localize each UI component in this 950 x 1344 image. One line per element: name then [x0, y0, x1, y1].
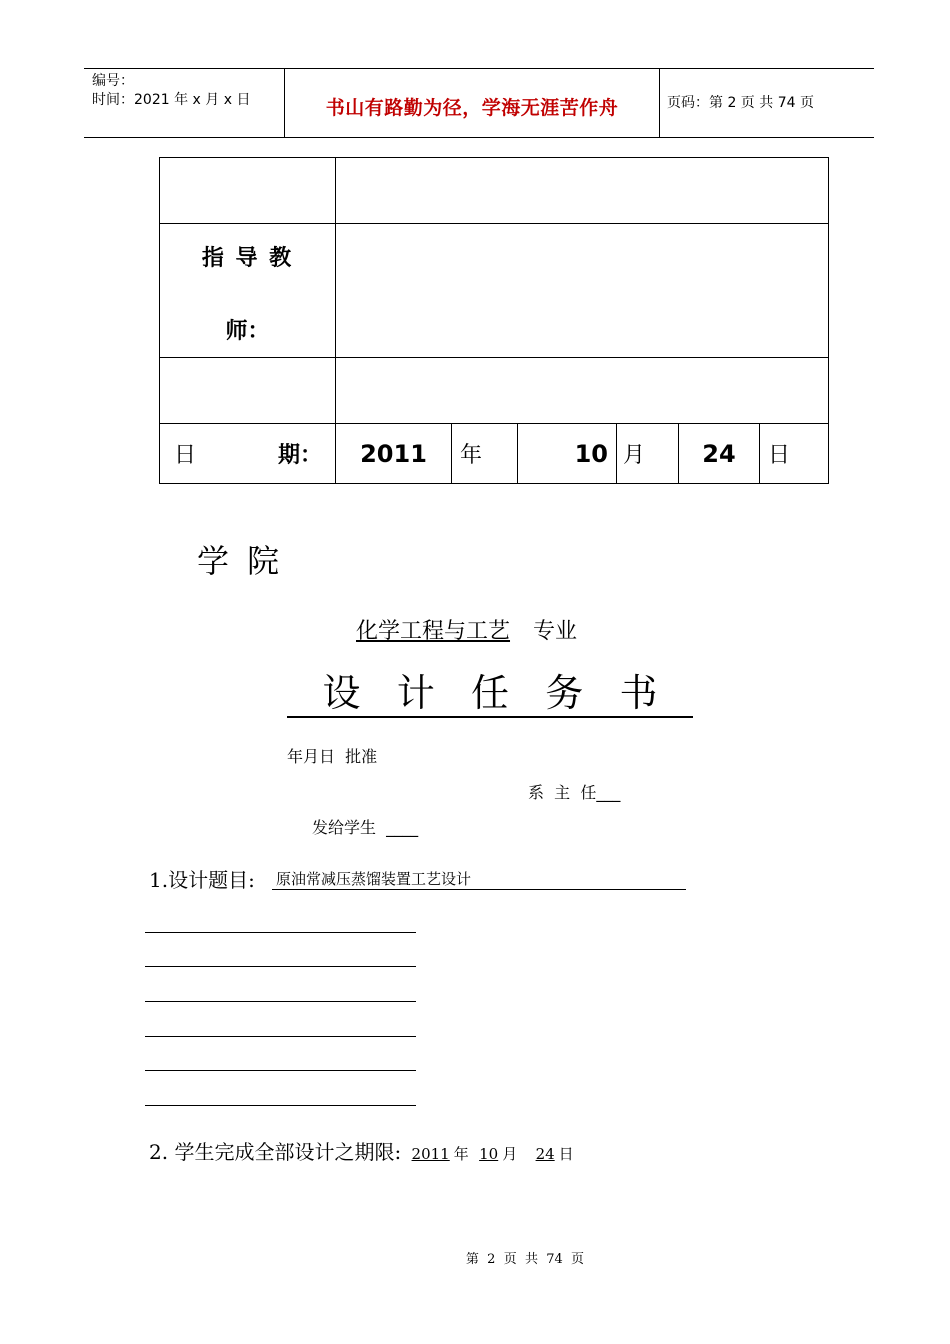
blank-line — [145, 1036, 416, 1037]
year-unit: 年 — [460, 443, 483, 468]
year-value: 2011 — [360, 439, 427, 468]
month-value: 10 — [574, 439, 608, 468]
item2-line — [149, 1136, 574, 1165]
issued-to-line: 发给学生 ____ — [312, 818, 419, 837]
item2-month-unit: 月 — [502, 1145, 518, 1163]
item2-year: 2011 — [411, 1145, 450, 1163]
table-row — [160, 224, 829, 358]
day-value: 24 — [702, 439, 736, 468]
item2-label: 2. 学生完成全部设计之期限: — [149, 1140, 402, 1164]
table-cell — [336, 358, 829, 424]
item2-month: 10 — [479, 1145, 499, 1163]
advisor-value-cell — [336, 224, 829, 358]
blank-line — [145, 932, 416, 933]
table-row — [160, 158, 829, 224]
item1-label: 1.设计题目: — [149, 868, 255, 892]
college-label: 学 院 — [197, 542, 284, 580]
blank-line — [145, 1001, 416, 1002]
blank-line — [145, 1105, 416, 1106]
major-name: 化学工程与工艺 — [356, 619, 511, 644]
day-unit: 日 — [768, 443, 791, 468]
table-cell — [160, 158, 336, 224]
header-right — [659, 69, 874, 137]
date-label-cell — [160, 424, 336, 484]
day-cell — [679, 424, 760, 484]
month-unit-cell — [617, 424, 679, 484]
day-unit-cell — [760, 424, 829, 484]
dept-head-line: 系 主 任___ — [528, 783, 621, 802]
item2-day-unit: 日 — [558, 1145, 574, 1163]
time-label: 时间：2021 年 x 月 x 日 — [92, 92, 251, 108]
number-label: 编号： — [92, 73, 134, 89]
page-header — [84, 68, 874, 138]
blank-line — [145, 966, 416, 967]
doc-title: 设 计 任 务 书 — [322, 671, 658, 715]
table-cell — [160, 358, 336, 424]
item2-year-unit: 年 — [453, 1145, 469, 1163]
date-label-right: 期： — [278, 443, 323, 468]
info-table — [159, 157, 829, 484]
major-suffix: 专业 — [533, 619, 578, 644]
page-info: 页码：第 2 页 共 74 页 — [667, 95, 814, 111]
blank-line — [145, 1070, 416, 1071]
motto: 书山有路勤为径，学海无涯苦作舟 — [325, 97, 619, 119]
date-row — [160, 424, 829, 484]
month-unit: 月 — [623, 443, 646, 468]
header-motto-cell — [284, 69, 660, 137]
header-left — [84, 69, 284, 137]
month-cell — [518, 424, 617, 484]
table-row — [160, 358, 829, 424]
advisor-label-cell — [160, 224, 336, 358]
approve-line: 年月日 批准 — [287, 747, 378, 766]
advisor-label-line1: 指 导 教 — [201, 245, 294, 271]
advisor-label-line2: 师： — [225, 318, 270, 344]
page-footer: 第 2 页 共 74 页 — [465, 1252, 585, 1267]
year-cell — [336, 424, 452, 484]
date-label-left: 日 — [174, 443, 197, 468]
major-line — [346, 614, 577, 645]
table-cell — [336, 158, 829, 224]
year-unit-cell — [452, 424, 518, 484]
doc-title-wrap — [287, 670, 693, 718]
item2-day: 24 — [535, 1145, 555, 1163]
item1-value: 原油常减压蒸馏装置工艺设计 — [272, 868, 686, 890]
